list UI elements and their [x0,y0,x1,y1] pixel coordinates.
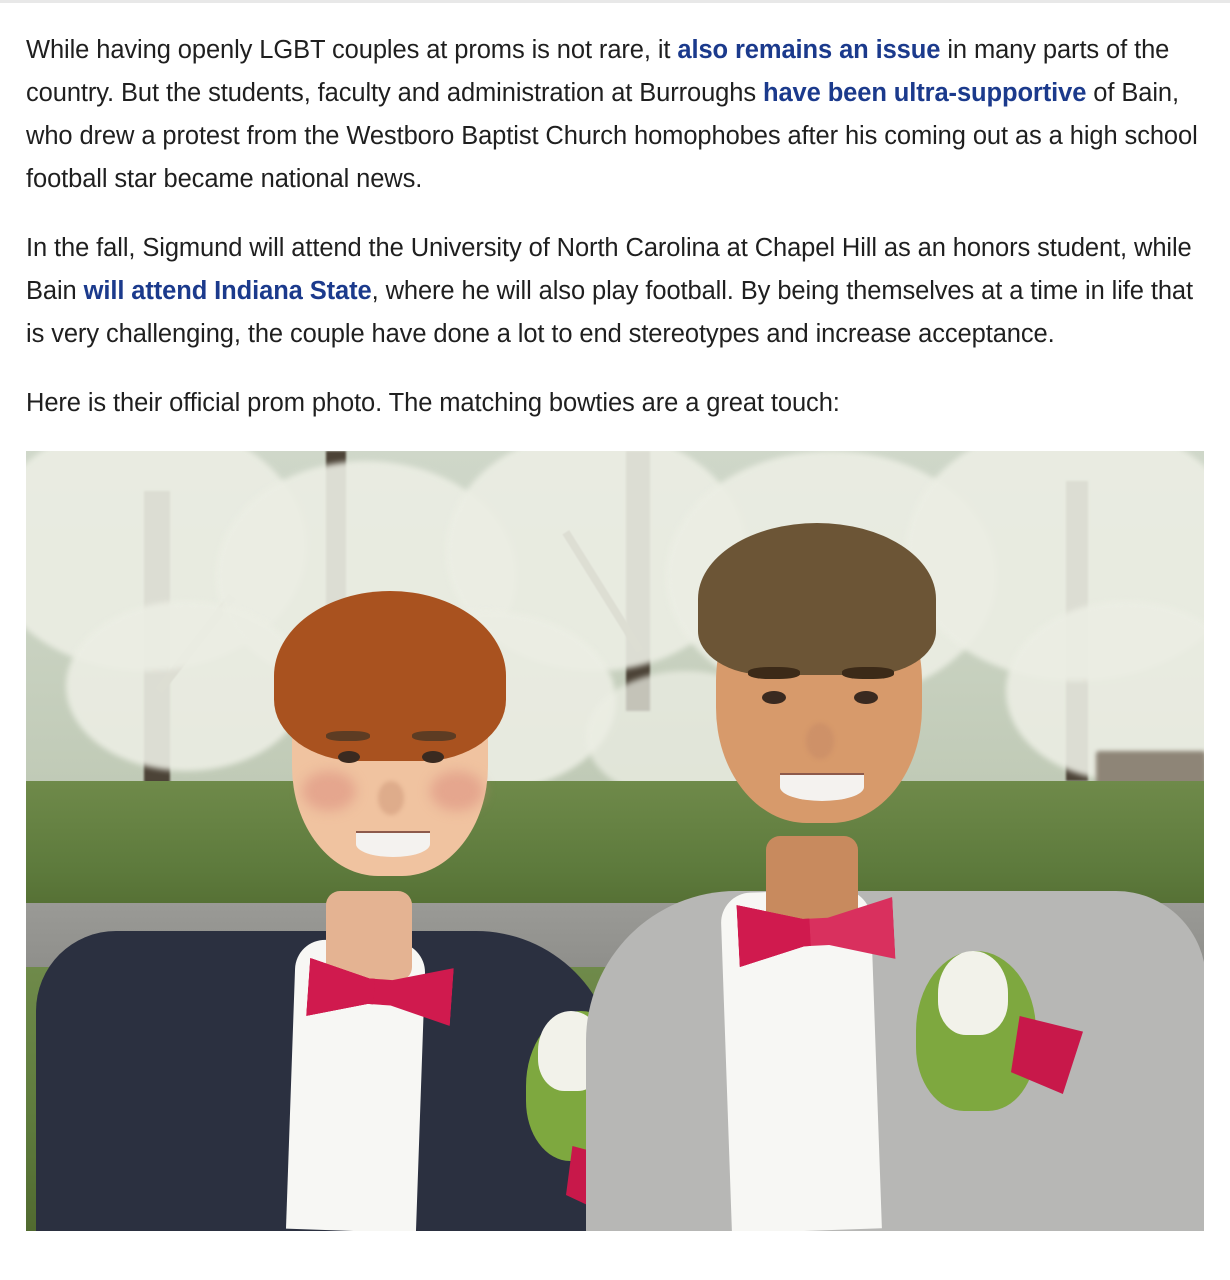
right-student-boutonniere-rose [938,951,1008,1035]
right-student-mouth [780,773,864,801]
right-student-brow-right [842,667,894,679]
left-student-nose [378,781,404,815]
left-student-neck [326,891,412,981]
prom-photo-image [26,451,1204,1231]
right-student-hair [698,523,936,675]
left-student-hair [274,591,506,761]
right-student-jacket [586,891,1204,1231]
paragraph-2 [26,227,1202,356]
left-student-eye-right [422,751,444,763]
paragraph-1-text-2: in many parts of the country. But the students, faculty and administration at Burroughs [26,36,1170,107]
paragraph-3 [26,382,1202,425]
left-student-eye-left [338,751,360,763]
left-student-mouth [356,831,430,857]
paragraph-1-text-3: of Bain, who drew a protest from the Westboro Baptist Church homophobes after his coming out as a high school football star became national news. [26,79,1198,193]
link-have-been-ultra-supportive[interactable]: have been ultra-supportive [762,79,1087,107]
link-also-remains-an-issue[interactable]: also remains an issue [677,36,941,64]
paragraph-3-text-1: Here is their official prom photo. The matching bowties are a great touch: [26,389,840,417]
prom-photo [26,451,1204,1231]
paragraph-1-text-1: While having openly LGBT couples at proms is not rare, it [26,36,678,64]
paragraph-2-text-1: In the fall, Sigmund will attend the University of North Carolina at Chapel Hill as an honors student, while Bain [26,234,1192,305]
right-student-nose [806,723,834,759]
top-divider [0,0,1230,3]
left-student-brow-right [412,731,456,741]
blossom-cluster-6 [66,601,306,771]
paragraph-2-text-2: , where he will also play football. By being themselves at a time in life that is very challenging, the couple have done a lot to end stereotypes and increase acceptance. [26,277,1193,348]
article-body [0,29,1230,425]
left-student-blush-right [430,771,484,811]
right-student-eye-right [854,691,878,704]
left-student-blush-left [302,771,356,811]
right-student-eye-left [762,691,786,704]
paragraph-1 [26,29,1202,201]
right-student-brow-left [748,667,800,679]
left-student-brow-left [326,731,370,741]
link-will-attend-indiana-state[interactable]: will attend Indiana State [83,277,372,305]
